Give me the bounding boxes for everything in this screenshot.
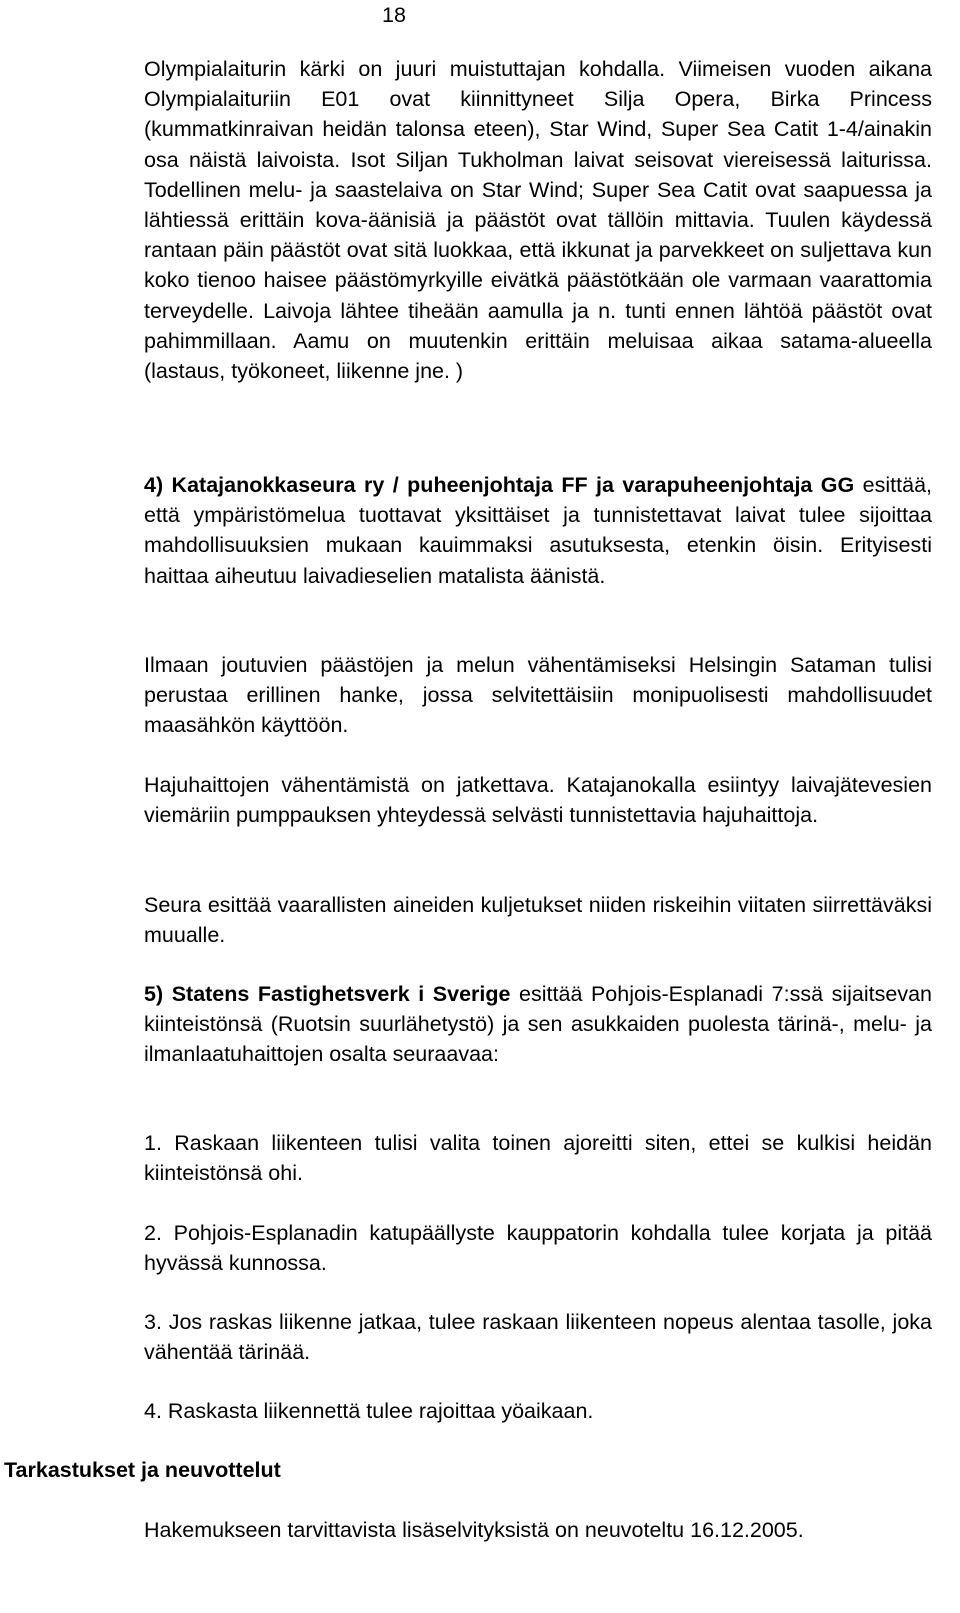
paragraph-maasahko: Ilmaan joutuvien päästöjen ja melun vähentämiseksi Helsingin Sataman tulisi perustaa erillinen hanke, jossa selvitettäisiin monipuolisesti mahdollisuudet maasähkön käyttöön. <box>144 653 932 738</box>
section-text: Hakemukseen tarvittavista lisäselvityksistä on neuvoteltu 16.12.2005. <box>144 1518 804 1542</box>
katajanokkaseura-text: esittää, että ympäristömelua tuottavat yksittäiset ja tunnistettavat laivat tulee sijoittaa mahdollisuuksien mukaan kauimmaksi asutuksesta, etenkin öisin. Erityisesti haittaa aiheutuu laivadieselien matalista äänistä. <box>144 473 932 588</box>
paragraph-vaaralliset-aineet: Seura esittää vaarallisten aineiden kuljetukset niiden riskeihin viitaten siirrettäväksi muualle. <box>144 893 932 948</box>
list-item-2: 2. Pohjois-Esplanadin katupäällyste kauppatorin kohdalla tulee korjata ja pitää hyvässä kunnossa. <box>144 1221 932 1276</box>
list-item-1: 1. Raskaan liikenteen tulisi valita toinen ajoreitti siten, ettei se kulkisi heidän kiinteistönsä ohi. <box>144 1131 932 1186</box>
paragraph-hajuhaitat: Hajuhaittojen vähentämistä on jatkettava. Katajanokalla esiintyy laivajätevesien viemäriin pumppauksen yhteydessä selvästi tunnistettavia hajuhaittoja. <box>144 773 932 828</box>
statens-fastighetsverk-text: esittää Pohjois-Esplanadi 7:ssä sijaitsevan kiinteistönsä (Ruotsin suurlähetystö) ja sen asukkaiden puolesta tärinä-, melu- ja ilmanlaatuhaittojen osalta seuraavaa: <box>144 982 932 1067</box>
katajanokkaseura-heading: 4) Katajanokkaseura ry / puheenjohtaja FF ja varapuheenjohtaja GG <box>144 473 855 497</box>
page-number: 18 <box>382 3 406 27</box>
section-heading: Tarkastukset ja neuvottelut <box>4 1458 281 1482</box>
list-item-4: 4. Raskasta liikennettä tulee rajoittaa yöaikaan. <box>144 1399 594 1423</box>
paragraph-katajanokkaseura <box>144 470 932 591</box>
paragraph-olympialaituri: Olympialaiturin kärki on juuri muistuttajan kohdalla. Viimeisen vuoden aikana Olympialaituriin E01 ovat kiinnittyneet Silja Opera, Birka Princess (kummatkinraivan heidän talonsa eteen), Star Wind, Super Sea Catit 1-4/ainakin osa näistä laivoista. Isot Siljan Tukholman laivat seisovat viereisessä laiturissa. Todellinen melu- ja saastelaiva on Star Wind; Super Sea Catit ovat saapuessa ja lähtiessä erittäin kova-äänisiä ja päästöt ovat tällöin mittavia. Tuulen käydessä rantaan päin päästöt ovat sitä luokkaa, että ikkunat ja parvekkeet on suljettava kun koko tienoo haisee päästömyrkyille eivätkä päästötkään ole varmaan vaarattomia terveydelle. Laivoja lähtee tiheään aamulla ja n. tunti ennen lähtöä päästöt ovat pahimmillaan. Aamu on muutenkin erittäin meluisaa aikaa satama-alueella (lastaus, työkoneet, liikenne jne. ) <box>144 57 932 384</box>
list-item-3: 3. Jos raskas liikenne jatkaa, tulee raskaan liikenteen nopeus alentaa tasolle, joka vähentää tärinää. <box>144 1310 932 1365</box>
paragraph-statens-fastighetsverk <box>144 979 932 1070</box>
statens-fastighetsverk-heading: 5) Statens Fastighetsverk i Sverige <box>144 982 511 1006</box>
